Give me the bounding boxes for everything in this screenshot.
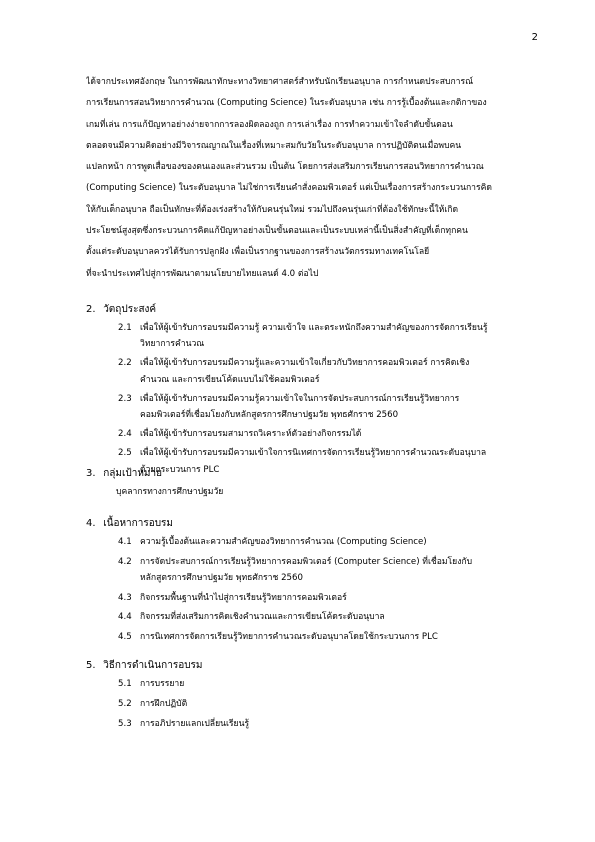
item-line: เพื่อให้ผู้เข้ารับการอบรมมีความรู้และความเข้าใจเกี่ยวกับวิทยาการคอมพิวเตอร์ การคิดเชิง xyxy=(140,358,470,369)
item-line: เพื่อให้ผู้เข้ารับการอบรมมีความรู้ ความเข้าใจ และตระหนักถึงความสำคัญของการจัดการเรียนรู้ xyxy=(140,323,488,333)
item-text xyxy=(140,320,541,352)
list-item xyxy=(86,716,541,732)
list-item xyxy=(86,609,541,625)
item-line: คอมพิวเตอร์ที่เชื่อมโยงกับหลักสูตรการศึกษาปฐมวัย พุทธศักราช 2560 xyxy=(140,410,399,421)
section-title: เนื้อหาการอบรม xyxy=(103,518,174,529)
item-number: 4.4 xyxy=(118,612,132,623)
list-item xyxy=(86,629,541,645)
item-number: 2.4 xyxy=(118,429,132,440)
section-number: 3. xyxy=(86,468,96,479)
intro-line: (Computing Science) ในระดับอนุบาล ไม่ใช่การเรียนคำสั่งคอมพิวเตอร์ แต่เป็นเรื่องการสร้างกระบวนการคิด xyxy=(86,183,492,194)
item-line: คำนวณ และการเขียนโค้ดแบบไม่ใช้คอมพิวเตอร์ xyxy=(140,374,320,385)
page-number: 2 xyxy=(531,32,538,43)
item-number: 5.2 xyxy=(118,699,132,710)
intro-line: ประโยชน์สูงสุดซึ่งกระบวนการคิดแก้ปัญหาอย่างเป็นขั้นตอนและเป็นระบบเหล่านี้เป็นสิ่งสำคัญที่เด็กทุกคน xyxy=(86,226,468,237)
objectives-heading xyxy=(86,300,541,320)
list-item xyxy=(86,426,541,442)
item-text xyxy=(140,534,541,550)
item-text xyxy=(140,426,541,442)
target-heading xyxy=(86,464,541,484)
item-text xyxy=(140,629,541,645)
item-line: กิจกรรมที่ส่งเสริมการคิดเชิงคำนวณและการเขียนโค้ดระดับอนุบาล xyxy=(140,612,385,623)
item-number: 4.2 xyxy=(118,556,132,567)
item-number: 2.1 xyxy=(118,323,132,333)
item-line: การบรรยาย xyxy=(140,679,185,689)
intro-paragraph xyxy=(86,72,541,285)
item-line: การนิเทศการจัดการเรียนรู้วิทยาการคำนวณระดับอนุบาลโดยใช้กระบวนการ PLC xyxy=(140,632,438,643)
intro-line: ตลอดจนมีความคิดอย่างมีวิจารณญาณในเรื่องที่เหมาะสมกับวัยในระดับอนุบาล การปฏิบัติตนเมื่อพบคน xyxy=(86,140,462,151)
item-number: 5.3 xyxy=(118,719,132,730)
target-section xyxy=(86,464,541,500)
item-text xyxy=(140,391,541,423)
list-item xyxy=(86,391,541,423)
item-line: ความรู้เบื้องต้นและความสำคัญของวิทยาการคำนวณ (Computing Science) xyxy=(140,537,427,547)
item-number: 5.1 xyxy=(118,679,132,689)
content-section xyxy=(86,514,541,649)
content-heading xyxy=(86,514,541,534)
item-number: 2.5 xyxy=(118,448,132,459)
section-title: วิธีการดำเนินการอบรม xyxy=(103,660,203,671)
method-section xyxy=(86,656,541,737)
item-number: 4.5 xyxy=(118,632,132,643)
item-line: วิทยาการคำนวณ xyxy=(140,339,205,350)
list-item xyxy=(86,676,541,692)
section-title: วัตถุประสงค์ xyxy=(103,304,157,315)
item-line: การจัดประสบการณ์การเรียนรู้วิทยาการคอมพิวเตอร์ (Computer Science) ที่เชื่อมโยงกับ xyxy=(140,556,473,567)
intro-line: ที่จะนำประเทศไปสู่การพัฒนาตามนโยบายไทยแลนด์ 4.0 ต่อไป xyxy=(86,268,319,279)
objectives-section xyxy=(86,300,541,481)
item-number: 4.3 xyxy=(118,592,132,603)
list-item xyxy=(86,320,541,352)
list-item xyxy=(86,355,541,387)
item-line: ด้วยกระบวนการ PLC xyxy=(140,464,220,475)
section-title: กลุ่มเป้าหมาย xyxy=(103,468,163,479)
intro-line: เกมที่เล่น การแก้ปัญหาอย่างง่ายจากการลองผิดลองถูก การเล่าเรื่อง การทำความเข้าใจลำดับขั้นตอน xyxy=(86,119,453,130)
section-number: 5. xyxy=(86,660,96,671)
item-text xyxy=(140,716,541,732)
target-text: บุคลากรทางการศึกษาปฐมวัย xyxy=(116,487,224,497)
item-text xyxy=(140,554,541,586)
item-line: เพื่อให้ผู้เข้ารับการอบรมมีความเข้าใจการนิเทศการจัดการเรียนรู้วิทยาการคำนวณระดับอนุบาล xyxy=(140,448,487,459)
item-text xyxy=(140,696,541,712)
item-text xyxy=(140,609,541,625)
intro-line: ตั้งแต่ระดับอนุบาลควรได้รับการปลูกฝัง เพื่อเป็นรากฐานของการสร้างนวัตกรรมทางเทคโนโลยี xyxy=(86,247,430,258)
section-number: 4. xyxy=(86,518,96,529)
method-heading xyxy=(86,656,541,676)
item-number: 2.3 xyxy=(118,393,132,404)
list-item xyxy=(86,696,541,712)
item-line: เพื่อให้ผู้เข้ารับการอบรมมีความรู้ความเข้าใจในการจัดประสบการณ์การเรียนรู้วิทยาการ xyxy=(140,393,460,404)
list-item xyxy=(86,534,541,550)
item-number: 2.2 xyxy=(118,358,132,369)
intro-line: แปลกหน้า การพูดเสื่อของของตนเองและส่วนรวม เป็นต้น โดยการส่งเสริมการเรียนการสอนวิทยาการคำนวณ xyxy=(86,162,484,173)
list-item xyxy=(86,590,541,606)
item-line: การอภิปรายแลกเปลี่ยนเรียนรู้ xyxy=(140,719,250,730)
item-line: การฝึกปฏิบัติ xyxy=(140,699,188,710)
item-text xyxy=(140,590,541,606)
intro-line: ได้จากประเทศอังกฤษ ในการพัฒนาทักษะทางวิทยาศาสตร์สำหรับนักเรียนอนุบาล การกำหนดประสบการณ์ xyxy=(86,77,474,87)
list-item xyxy=(86,554,541,586)
intro-line: ให้กับเด็กอนุบาล ถือเป็นทักษะที่ต้องเร่งสร้างให้กับคนรุ่นใหม่ รวมไปถึงคนรุ่นเก่าที่ต้องใช้ทักษะนี้ให้เกิด xyxy=(86,204,459,215)
item-number: 4.1 xyxy=(118,537,132,547)
item-line: เพื่อให้ผู้เข้ารับการอบรมสามารถวิเคราะห์ตัวอย่างกิจกรรมได้ xyxy=(140,429,362,440)
item-line: หลักสูตรการศึกษาปฐมวัย พุทธศักราช 2560 xyxy=(140,572,303,583)
item-text xyxy=(140,676,541,692)
item-line: กิจกรรมพื้นฐานที่นำไปสู่การเรียนรู้วิทยาการคอมพิวเตอร์ xyxy=(140,592,347,603)
item-text xyxy=(140,355,541,387)
section-number: 2. xyxy=(86,304,96,315)
intro-line: การเรียนการสอนวิทยาการคำนวณ (Computing Science) ในระดับอนุบาล เช่น การรู้เบื้องต้นและกติกาของ xyxy=(86,98,487,109)
